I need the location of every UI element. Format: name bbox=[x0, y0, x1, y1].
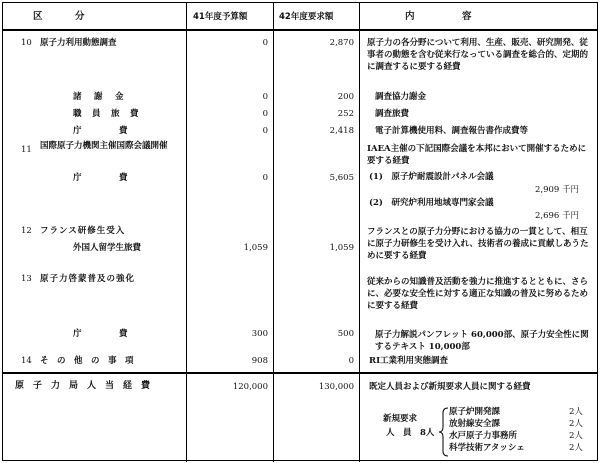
total-budget-41: 120,000 bbox=[232, 382, 268, 392]
budget-41-value: 0 bbox=[262, 126, 268, 136]
header-budget-41: 41年度予算額 bbox=[193, 12, 248, 22]
item-content: 電子計算機使用料、調査報告書作成費等 bbox=[375, 126, 529, 136]
total-request-42: 130,000 bbox=[318, 382, 354, 392]
request-42-value: 200 bbox=[337, 92, 354, 102]
row-number: 13 bbox=[21, 274, 32, 284]
row-number: 12 bbox=[21, 226, 32, 236]
staff-count: 2人 bbox=[569, 431, 583, 441]
budget-41-value: 0 bbox=[262, 38, 268, 48]
sub-item: (1) 原子炉耐震設計パネル会議 bbox=[369, 172, 494, 182]
column-divider bbox=[186, 3, 187, 373]
request-42-value: 0 bbox=[348, 356, 354, 366]
row-title: そ の 他 の 事 項 bbox=[40, 356, 134, 366]
header-request-42: 42年度要求額 bbox=[279, 12, 334, 22]
column-divider bbox=[186, 373, 187, 462]
budget-table bbox=[2, 2, 598, 461]
item-content: 原子力解説パンフレット 60,000部、原子力安全性に関するテキスト 10,000部 bbox=[375, 330, 589, 352]
staff-dept: 原子炉開発課 bbox=[449, 407, 501, 417]
column-divider bbox=[273, 3, 274, 462]
row-title: 国際原子力機関主催国際会議開催 bbox=[40, 141, 168, 151]
row-title: 原子力啓蒙普及の強化 bbox=[40, 274, 136, 284]
request-42-value: 5,605 bbox=[329, 173, 354, 183]
row-content: フランスとの原子力分野における協力の一貫として、相互に原子力研修生を受け入れ、技術者の養成に貢献しあうために要する経費 bbox=[367, 227, 589, 261]
request-42-value: 500 bbox=[337, 329, 354, 339]
staff-count: 2人 bbox=[569, 419, 583, 429]
staff-count: 2人 bbox=[569, 407, 583, 417]
total-content: 既定人員および新規要求人員に関する経費 bbox=[369, 382, 531, 392]
row-content: IAEA主催の下記国際会議を本邦において開催するために要する経費 bbox=[367, 144, 587, 166]
staff-dept: 水戸原子力事務所 bbox=[449, 431, 518, 441]
item-label: 庁 費 bbox=[73, 173, 131, 183]
item-content: 調査旅費 bbox=[375, 109, 410, 119]
total-label: 原 子 力 局 人 当 経 費 bbox=[15, 381, 151, 391]
sub-item: (2) 研究炉利用地域専門家会議 bbox=[369, 198, 494, 208]
item-content: 調査協力謝金 bbox=[375, 92, 427, 102]
total-separator bbox=[3, 372, 597, 374]
row-content: RI工業利用実態調査 bbox=[369, 356, 449, 366]
row-number: 14 bbox=[21, 356, 32, 366]
request-42-value: 2,418 bbox=[329, 126, 354, 136]
budget-41-value: 0 bbox=[262, 173, 268, 183]
staff-count: 2人 bbox=[569, 443, 583, 453]
item-label: 諸 謝 金 bbox=[73, 92, 126, 102]
item-label: 職 員 旅 費 bbox=[73, 109, 140, 119]
row-title: 原子力利用動態調査 bbox=[40, 38, 117, 48]
staff-dept: 科学技術アタッシェ bbox=[449, 443, 525, 453]
budget-41-value: 300 bbox=[251, 329, 268, 339]
budget-41-value: 908 bbox=[251, 356, 268, 366]
row-content: 従来からの知識普及活動を強力に推進するとともに、さらに、必要な安全性に対する適正な知識の普及に努めるために要する経費 bbox=[367, 277, 589, 311]
column-divider bbox=[359, 3, 360, 462]
row-title: フランス研修生受入 bbox=[40, 226, 126, 236]
item-label: 庁 費 bbox=[73, 126, 131, 136]
request-42-value: 2,870 bbox=[329, 38, 354, 48]
item-label: 庁 費 bbox=[73, 329, 131, 339]
sub-item-amount: 2,909 千円 bbox=[535, 185, 580, 195]
budget-41-value: 0 bbox=[262, 109, 268, 119]
budget-41-value: 1,059 bbox=[243, 243, 268, 253]
brace-icon bbox=[439, 407, 449, 457]
sub-item-amount: 2,696 千円 bbox=[535, 211, 580, 221]
header-naiyou: 内 容 bbox=[405, 11, 472, 22]
header-kubun: 区 分 bbox=[33, 11, 86, 22]
staff-dept: 放射線安全課 bbox=[449, 419, 501, 429]
row-number: 11 bbox=[21, 145, 32, 155]
request-42-value: 252 bbox=[337, 109, 354, 119]
item-label: 外国人留学生旅費 bbox=[73, 243, 142, 253]
budget-41-value: 0 bbox=[262, 92, 268, 102]
staff-label: 新規要求 bbox=[383, 414, 418, 424]
row-content: 原子力の各分野について利用、生産、販売、研究開発、従事者の動態を含む従来行なっている調査を総合的、定期的に調査するに要する経費 bbox=[367, 38, 589, 72]
staff-label-count: 人 員 8人 bbox=[386, 428, 435, 438]
row-number: 10 bbox=[21, 38, 32, 48]
request-42-value: 1,059 bbox=[329, 243, 354, 253]
